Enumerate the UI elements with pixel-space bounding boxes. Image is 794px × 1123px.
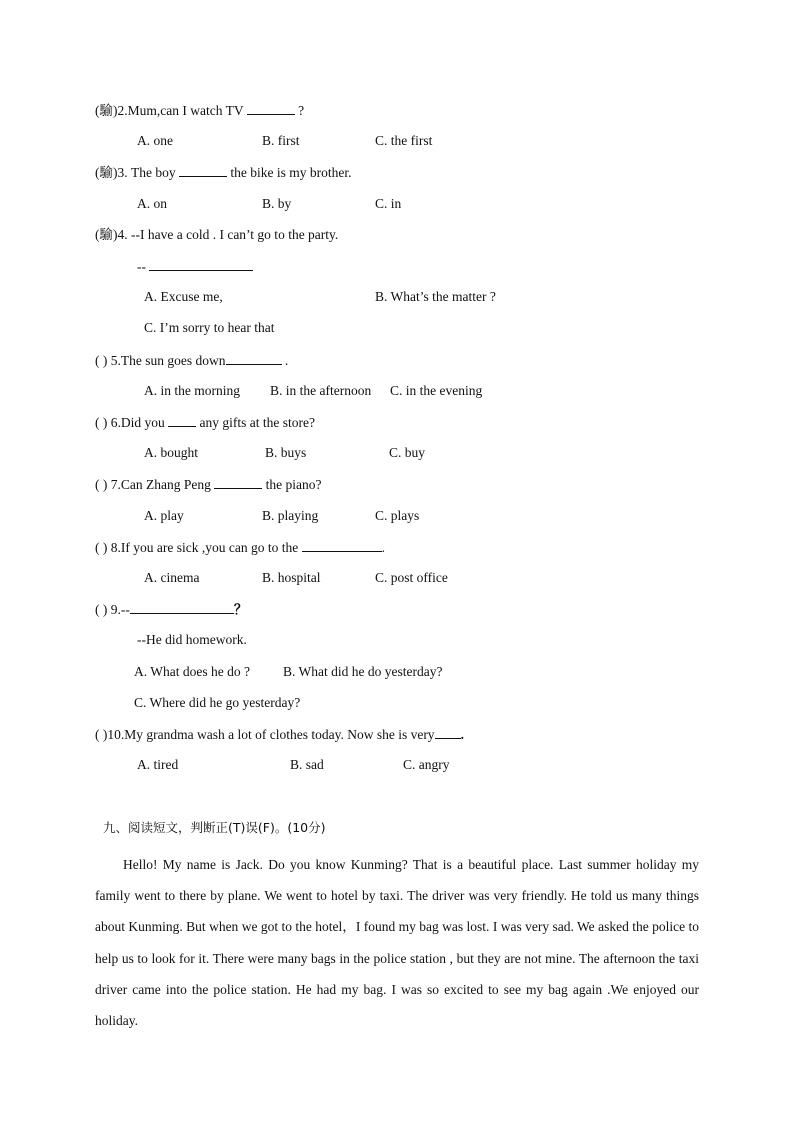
option-a: A. in the morning xyxy=(144,383,240,398)
question-stem-end: . xyxy=(460,727,464,742)
dialogue-dash: -- xyxy=(137,259,146,274)
question-7 xyxy=(95,475,321,494)
option-a: A. Excuse me, xyxy=(144,289,223,304)
answer-blank[interactable] xyxy=(435,725,461,739)
option-a: A. on xyxy=(137,196,167,211)
answer-blank[interactable] xyxy=(179,163,227,177)
answer-bracket: (騟) xyxy=(95,165,118,180)
question-6 xyxy=(95,413,315,432)
answer-bracket: ( ) xyxy=(95,353,108,368)
option-c: C. angry xyxy=(403,757,450,772)
question-stem: 10.My grandma wash a lot of clothes today. Now she is very xyxy=(107,727,435,742)
answer-bracket: ( ) xyxy=(95,477,108,492)
option-a: A. play xyxy=(144,508,184,523)
option-b: B. in the afternoon xyxy=(270,383,372,398)
option-c: C. post office xyxy=(375,570,448,585)
answer-bracket: (騟) xyxy=(95,103,118,118)
answer-blank[interactable] xyxy=(130,600,234,614)
question-stem-end: ? xyxy=(298,103,305,118)
answer-bracket: ( ) xyxy=(95,727,108,742)
answer-blank[interactable] xyxy=(247,101,295,115)
question-stem-end: any gifts at the store? xyxy=(199,415,315,430)
dialogue-answer: --He did homework. xyxy=(137,632,247,647)
question-stem: 4. --I have a cold . I can’t go to the party. xyxy=(117,227,339,242)
question-8 xyxy=(95,538,385,557)
option-a: A. tired xyxy=(137,757,179,772)
option-b: B. sad xyxy=(290,757,324,772)
option-c: C. in the evening xyxy=(390,383,483,398)
answer-blank[interactable] xyxy=(149,257,253,271)
section-9-title: 九、阅读短文，判断正(T)误(F)。(10分) xyxy=(103,820,326,835)
answer-blank[interactable] xyxy=(168,413,196,427)
option-b: B. first xyxy=(262,133,300,148)
answer-line xyxy=(137,257,253,276)
question-stem: 6.Did you xyxy=(110,415,165,430)
question-stem-end: the piano? xyxy=(265,477,322,492)
question-10 xyxy=(95,725,464,744)
question-3 xyxy=(95,163,351,182)
option-c: C. the first xyxy=(375,133,433,148)
option-c: C. I’m sorry to hear that xyxy=(144,320,275,335)
question-stem: 2.Mum,can I watch TV xyxy=(117,103,244,118)
answer-bracket: (騟) xyxy=(95,227,118,242)
question-stem: 7.Can Zhang Peng xyxy=(110,477,211,492)
question-stem: 3. The boy xyxy=(117,165,176,180)
option-a: A. cinema xyxy=(144,570,200,585)
answer-bracket: ( ) xyxy=(95,602,108,617)
option-b: B. buys xyxy=(265,445,307,460)
question-stem-end: . xyxy=(281,353,289,368)
answer-bracket: ( ) xyxy=(95,540,108,555)
answer-bracket: ( ) xyxy=(95,415,108,430)
question-stem-end: the bike is my brother. xyxy=(230,165,352,180)
option-b: B. playing xyxy=(262,508,319,523)
option-a: A. What does he do ? xyxy=(134,664,250,679)
option-c: C. buy xyxy=(389,445,426,460)
option-a: A. one xyxy=(137,133,173,148)
answer-blank[interactable] xyxy=(226,351,282,365)
answer-blank[interactable] xyxy=(214,475,262,489)
question-stem-end: ？ xyxy=(233,602,248,617)
option-a: A. bought xyxy=(144,445,198,460)
question-4 xyxy=(95,226,338,244)
question-stem: 5.The sun goes down xyxy=(110,353,226,368)
option-c: C. in xyxy=(375,196,402,211)
question-stem-end: . xyxy=(381,540,385,555)
question-2 xyxy=(95,101,304,120)
reading-passage: Hello! My name is Jack. Do you know Kunming? That is a beautiful place. Last summer holiday my family went to there by plane. We went to hotel by taxi. The driver was very friendly. He told us many things about Kunming. But when we got to the hotel，I found my bag was lost. I was very sad. We asked the police to help us to look for it. There were many bags in the police station , but they are not mine. The afternoon the taxi driver came into the police station. He had my bag. I was so excited to see my bag again .We enjoyed our holiday. xyxy=(95,857,699,1029)
question-stem: 9.-- xyxy=(110,602,130,617)
option-b: B. by xyxy=(262,196,292,211)
question-9 xyxy=(95,600,247,619)
option-b: B. hospital xyxy=(262,570,321,585)
option-b: B. What did he do yesterday? xyxy=(283,664,443,679)
option-c: C. Where did he go yesterday? xyxy=(134,695,301,710)
option-c: C. plays xyxy=(375,508,420,523)
answer-blank[interactable] xyxy=(302,538,382,552)
question-5 xyxy=(95,351,288,370)
option-b: B. What’s the matter ? xyxy=(375,289,496,304)
question-stem: 8.If you are sick ,you can go to the xyxy=(110,540,299,555)
